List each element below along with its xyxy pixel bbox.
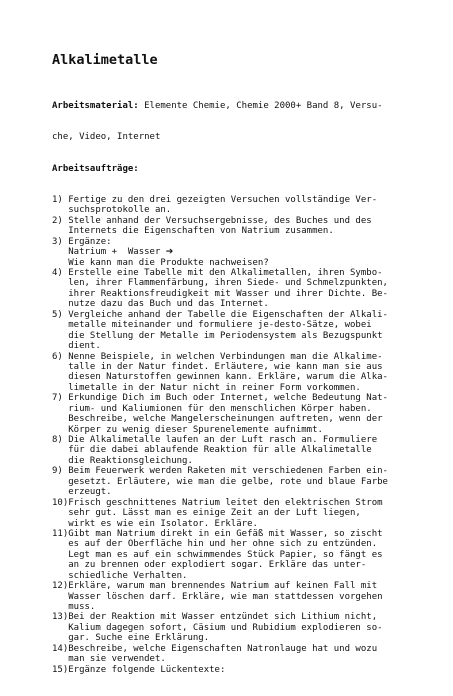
material-continuation: che, Video, Internet [52,132,161,143]
task-line-text: Wie kann man die Produkte nachweisen? [52,257,269,268]
task-line [52,393,432,403]
task-line [52,581,432,591]
task-line-text: Legt man es auf ein schwimmendes Stück Papier, so fängt es [52,549,383,560]
task-line-text: 10)Frisch geschnittenes Natrium leitet den elektrischen Strom [52,497,383,508]
task-line [52,195,432,205]
task-line-text: Internets die Eigenschaften von Natrium zusammen. [52,226,334,237]
task-line [52,519,432,529]
task-line [52,539,432,549]
task-line [52,654,432,664]
task-line-text: 12)Erkläre, warum man brennendes Natrium auf keinen Fall mit [52,581,378,592]
task-line-text: man sie verwendet. [52,654,166,665]
task-line-text: limetalle in der Natur nicht in reiner Form vorkommen. [52,382,361,393]
reaction-arrow-icon: ➔ [165,247,174,258]
task-line [52,487,432,497]
task-line [52,498,432,508]
document-body [52,80,432,696]
task-list [52,195,432,675]
task-line [52,435,432,445]
task-line [52,383,432,393]
task-line-text: 4) Erstelle eine Tabelle mit den Alkalimetallen, ihren Symbo- [52,268,383,278]
task-line-text: 7) Erkundige Dich im Buch oder Internet, welche Bedeutung Nat- [52,393,388,404]
task-line [52,331,432,341]
task-line-text: gar. Suche eine Erklärung. [52,633,210,644]
task-line [52,508,432,518]
task-line-text: gesetzt. Erläutere, wie man die gelbe, rote und blaue Farbe [52,476,388,487]
task-line-text: 3) Ergänze: [52,236,112,247]
material-text: Elemente Chemie, Chemie 2000+ Band 8, Versu- [138,100,383,111]
task-line-text: metalle miteinander und formuliere je-desto-Sätze, wobei [52,320,372,331]
task-line-text: nutze dazu das Buch und das Internet. [52,299,269,310]
task-line [52,205,432,215]
task-line [52,425,432,435]
task-line-text: talle in der Natur findet. Erläutere, wie kann man sie aus [52,361,383,372]
document-title: Alkalimetalle [52,52,158,68]
task-line-text: 13)Bei der Reaktion mit Wasser entzündet sich Lithium nicht, [52,612,378,623]
task-line-text: 6) Nenne Beispiele, in welchen Verbindungen man die Alkalime- [52,351,383,362]
task-line-text: suchsprotokolle an. [52,205,172,216]
task-line [52,341,432,351]
task-line [52,289,432,299]
task-line [52,258,432,268]
task-line-text: 11)Gibt man Natrium direkt in ein Gefäß mit Wasser, so zischt [52,528,383,539]
task-line-text: len, ihrer Flammenfärbung, ihren Siede- und Schmelzpunkten, [52,278,388,289]
task-line [52,633,432,643]
task-line [52,352,432,362]
task-line-text: Körper zu wenig dieser Spurenelemente aufnimmt. [52,424,323,435]
task-line-text: sehr gut. Lässt man es einige Zeit an der Luft liegen, [52,508,361,519]
tasks-heading: Arbeitsaufträge: [52,163,139,174]
task-line-text: Wasser löschen darf. Erkläre, wie man stattdessen vorgehen [52,591,383,602]
task-line-text: Beschreibe, welche Mangelerscheinungen auftreten, wenn der [52,414,383,425]
task-line-text: dient. [52,341,101,352]
task-line [52,226,432,236]
task-line-text: 15)Ergänze folgende Lückentexte: [52,664,226,675]
task-line [52,320,432,330]
task-line-text: 1) Fertige zu den drei gezeigten Versuchen vollständige Ver- [52,194,378,205]
task-line [52,278,432,288]
task-line-text: wirkt es wie ein Isolator. Erkläre. [52,518,258,529]
task-line [52,404,432,414]
task-line-text: 8) Die Alkalimetalle laufen an der Luft rasch an. Formuliere [52,435,378,445]
task-line [52,362,432,372]
task-line [52,466,432,476]
task-line-text: ihrer Reaktionsfreudigkeit mit Wasser und ihrer Dichte. Be- [52,288,388,299]
task-line [52,560,432,570]
task-line-text: erzeugt. [52,487,112,498]
task-line [52,592,432,602]
task-line [52,477,432,487]
task-line [52,414,432,424]
task-line [52,299,432,309]
task-line [52,237,432,247]
task-line [52,665,432,675]
task-line [52,550,432,560]
task-line-text: die Stellung der Metalle im Periodensystem als Bezugspunkt [52,330,383,341]
task-line-text: Natrium + Wasser [52,247,166,258]
task-line [52,529,432,539]
task-line-text: 9) Beim Feuerwerk werden Raketen mit verschiedenen Farben ein- [52,466,388,477]
material-label: Arbeitsmaterial: [52,100,139,111]
task-line-text: für die dabei ablaufende Reaktion für alle Alkalimetalle [52,445,372,456]
task-line-text: rium- und Kaliumionen für den menschlichen Körper haben. [52,403,372,414]
task-line-text: 14)Beschreibe, welche Eigenschaften Natronlauge hat und wozu [52,643,378,654]
task-line [52,644,432,654]
task-line [52,612,432,622]
task-line-text: 5) Vergleiche anhand der Tabelle die Eigenschaften der Alkali- [52,309,388,320]
task-line [52,247,432,257]
task-line-text: an zu brennen oder explodiert sogar. Erkläre das unter- [52,560,367,571]
task-line [52,602,432,612]
task-line [52,310,432,320]
task-line-text: Kalium dagegen sofort, Cäsium und Rubidium explodieren so- [52,622,383,633]
task-line [52,445,432,455]
task-line [52,372,432,382]
task-line [52,571,432,581]
material-line [52,101,432,111]
task-line-text: schiedliche Verhalten. [52,570,188,581]
task-line-text: diesen Naturstoffen gewinnen kann. Erkläre, warum die Alka- [52,372,388,383]
task-line [52,623,432,633]
task-line-text: 2) Stelle anhand der Versuchsergebnisse, des Buches und des [52,215,372,226]
task-line-text: muss. [52,602,96,612]
task-line-text: die Reaktionsgleichung. [52,455,193,466]
task-line [52,268,432,278]
task-line [52,216,432,226]
task-line [52,456,432,466]
task-line-text: es auf der Oberfläche hin und her ohne sich zu entzünden. [52,539,378,550]
